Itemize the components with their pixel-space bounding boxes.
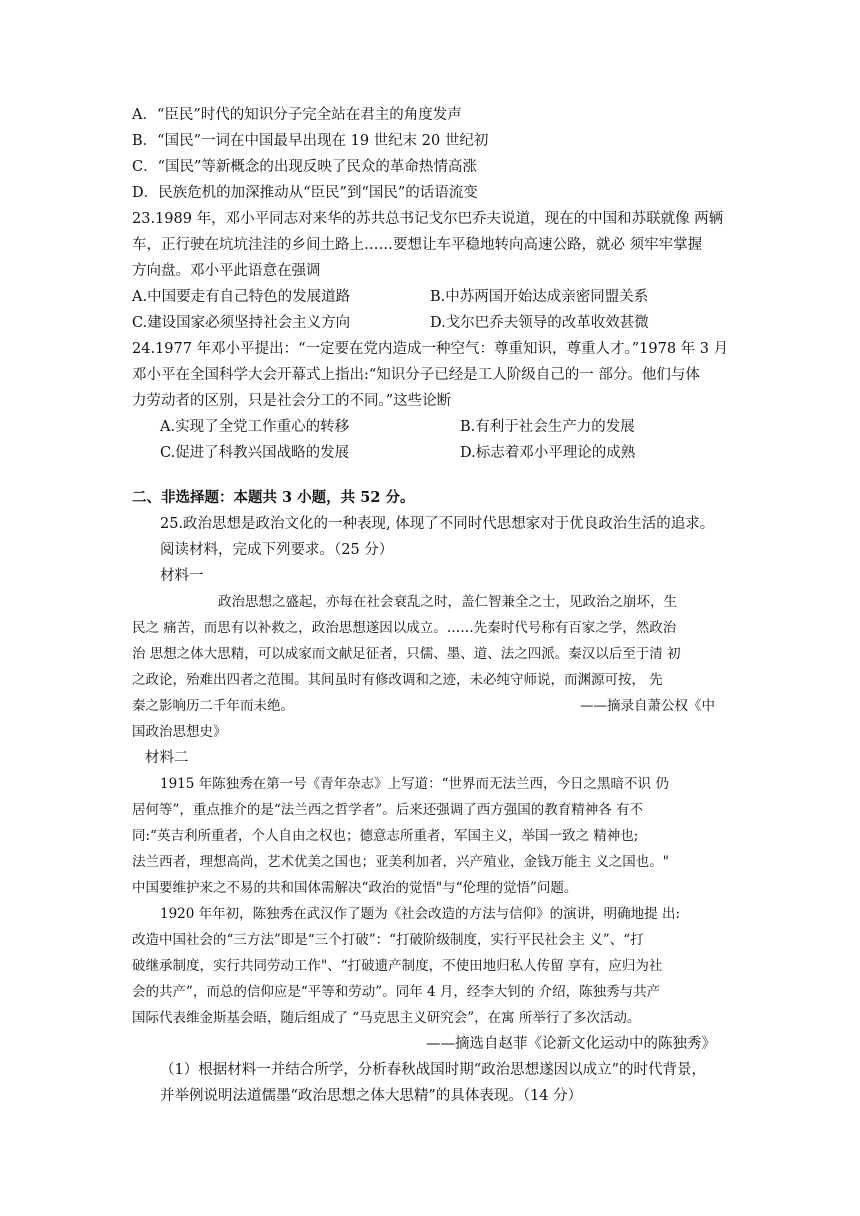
material2-line: 破继承制度，实行共同劳动工作"、“打破遗产制度，不使田地归私人传留 享有，应归为社 (132, 958, 663, 974)
material1-line: 秦之影响历二千年而未绝。 (132, 698, 294, 714)
material1-label: 材料一 (160, 568, 204, 584)
q23-stem-line: 方向盘。邓小平此语意在强调 (132, 263, 321, 279)
material2-line: 会的共产”，而总的信仰应是“平等和劳动”。同年 4 月，经李大钊的 介绍，陈独秀与共产 (132, 984, 661, 1000)
q23-stem-line: 23.1989 年，邓小平同志对来华的苏共总书记戈尔巴乔夫说道，现在的中国和苏联就像 两辆 (132, 211, 724, 227)
q24-option-d: D.标志着邓小平理论的成熟 (460, 445, 636, 461)
q25-intro-line: 25.政治思想是政治文化的一种表现, 体现了不同时代思想家对于优良政治生活的追求。 (160, 516, 715, 532)
q22-option-d: D．民族危机的加深推动从“臣民”到“国民”的话语流变 (132, 185, 478, 201)
q23-stem-line: 车，正行驶在坑坑洼洼的乡间土路上……要想让车平稳地转向高速公路，就必 须牢牢掌握 (132, 237, 703, 253)
material1-line: 民之 痛苦，而思有以补救之，政治思想遂因以成立。……先秦时代号称有百家之学，然政治 (132, 620, 677, 636)
q23-option-a: A.中国要走有自己特色的发展道路 (132, 289, 351, 305)
material1-line: 政治思想之盛起，亦每在社会衰乱之时，盖仁智兼全之士，见政治之崩坏，生 (218, 594, 677, 610)
material1-line: 治 思想之体大思精，可以成家而文献足征者，只儒、墨、道、法之四派。秦汉以后至于清 初 (132, 646, 681, 662)
q22-option-a: A．“臣民”时代的知识分子完全站在君主的角度发声 (132, 107, 462, 123)
material2-line: 1920 年年初，陈独秀在武汉作了题为《社会改造的方法与信仰》的演讲，明确地提 出: (160, 906, 680, 922)
q22-option-b: B．“国民”一词在中国最早出现在 19 世纪末 20 世纪初 (132, 133, 489, 149)
section-heading: 二、非选择题：本题共 3 小题，共 52 分。 (132, 489, 415, 506)
material2-label: 材料二 (145, 750, 189, 766)
q24-stem-line: 邓小平在全国科学大会开幕式上指出:“知识分子已经是工人阶级自己的一 部分。他们与体 (132, 367, 700, 383)
material2-line: 法兰西者，理想高尚，艺术优美之国也；亚美利加者，兴产殖业，金钱万能主 义之国也。" (132, 854, 669, 870)
q24-option-c: C.促进了科教兴国战略的发展 (160, 445, 350, 461)
q24-option-b: B.有利于社会生产力的发展 (460, 419, 635, 435)
q23-option-b: B.中苏两国开始达成亲密同盟关系 (430, 289, 649, 305)
q24-stem-line: 24.1977 年邓小平提出：“一定要在党内造成一种空气：尊重知识，尊重人才。”1978 年 3 月 (132, 341, 729, 357)
material2-line: 中国要维护来之不易的共和国体需解决“政治的觉悟"与“伦理的觉悟”问题。 (132, 880, 578, 896)
q23-option-d: D.戈尔巴乔夫领导的改革收效甚微 (430, 315, 649, 331)
q22-option-c: C．“国民”等新概念的出现反映了民众的革命热情高涨 (132, 159, 477, 175)
material1-line: 之政论，殆难出四者之范围。其间虽时有修改调和之迹，未必纯守师说，而渊源可按， 先 (132, 672, 663, 688)
q23-option-c: C.建设国家必须坚持社会主义方向 (132, 315, 351, 331)
material2-line: 国际代表维金斯基会晤，随后组成了 “马克思主义研究会”，在寓 所举行了多次活动。 (132, 1010, 641, 1026)
q25-sub1-line: 并举例说明法道儒墨“政治思想之体大思精”的具体表现。（14 分） (160, 1088, 583, 1104)
material1-source-cont: 国政治思想史》 (132, 724, 227, 740)
material2-source: ——摘选自赵菲《论新文化运动中的陈独秀》 (426, 1036, 716, 1052)
material1-source: ——摘录自萧公权《中 (580, 698, 715, 714)
q25-intro-line: 阅读材料，完成下列要求。（25 分） (160, 542, 394, 558)
q25-sub1-line: （1）根据材料一并结合所学，分析春秋战国时期“政治思想遂因以成立”的时代背景， (160, 1062, 707, 1078)
material2-line: 1915 年陈独秀在第一号《青年杂志》上写道：“世界而无法兰西，今日之黑暗不识 仍 (160, 776, 669, 792)
material2-line: 同:“英吉利所重者，个人自由之权也；德意志所重者，军国主义，举国一致之 精神也; (132, 828, 639, 844)
material2-line: 居何等”，重点推介的是“法兰西之哲学者”。后来还强调了西方强国的教育精神各 有不 (132, 802, 643, 818)
material2-line: 改造中国社会的“三方法”即是“三个打破”：“打破阶级制度，实行平民社会主 义”、“打 (132, 932, 644, 948)
q24-option-a: A.实现了全党工作重心的转移 (160, 419, 350, 435)
q24-stem-line: 力劳动者的区别，只是社会分工的不同。”这些论断 (132, 393, 452, 409)
